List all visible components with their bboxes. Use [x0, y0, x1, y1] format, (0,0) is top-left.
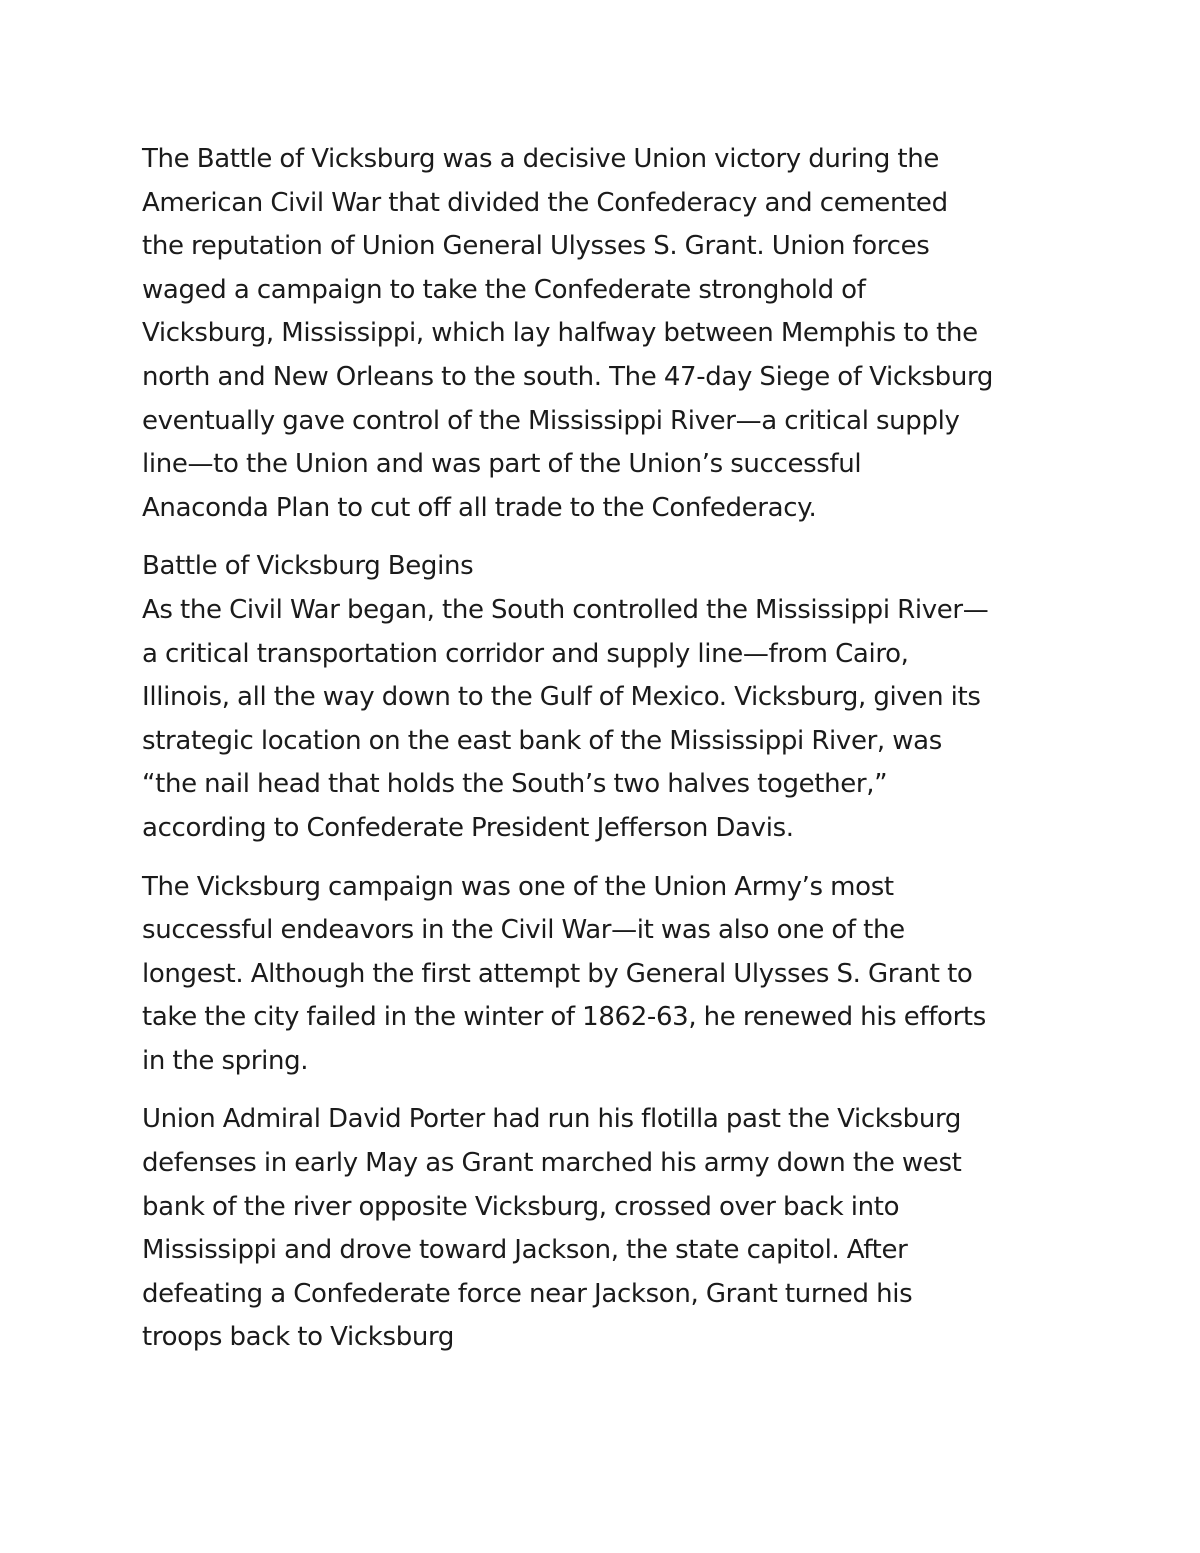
- text-line: waged a campaign to take the Confederate stronghold of: [142, 274, 866, 305]
- section-heading: Battle of Vicksburg Begins: [142, 551, 474, 582]
- text-line: troops back to Vicksburg: [142, 1322, 455, 1353]
- text-line: American Civil War that divided the Confederacy and cemented: [142, 187, 948, 218]
- paragraph-spacer: [142, 1083, 1082, 1098]
- text-line: “the nail head that holds the South’s two halves together,”: [142, 769, 888, 800]
- paragraph-spacer: [142, 530, 1082, 545]
- text-line: bank of the river opposite Vicksburg, crossed over back into: [142, 1191, 900, 1222]
- text-line: The Battle of Vicksburg was a decisive Union victory during the: [142, 144, 940, 174]
- begins-paragraph: [142, 589, 1082, 851]
- intro-paragraph: [142, 138, 1082, 530]
- text-line: according to Confederate President Jefferson Davis.: [142, 812, 794, 843]
- text-line: in the spring.: [142, 1045, 309, 1076]
- text-line: Vicksburg, Mississippi, which lay halfway between Memphis to the: [142, 318, 978, 349]
- text-line: north and New Orleans to the south. The 47-day Siege of Vicksburg: [142, 361, 993, 392]
- text-line: eventually gave control of the Mississippi River—a critical supply: [142, 405, 960, 436]
- text-line: defenses in early May as Grant marched his army down the west: [142, 1148, 962, 1179]
- text-line: strategic location on the east bank of the Mississippi River, was: [142, 725, 942, 756]
- text-line: the reputation of Union General Ulysses S. Grant. Union forces: [142, 231, 930, 262]
- text-line: As the Civil War began, the South controlled the Mississippi River—: [142, 594, 989, 625]
- document-body: [142, 138, 1082, 1360]
- campaign-paragraph: [142, 866, 1082, 1084]
- text-line: take the city failed in the winter of 1862-63, he renewed his efforts: [142, 1002, 986, 1033]
- text-line: Mississippi and drove toward Jackson, the state capitol. After: [142, 1235, 908, 1266]
- text-line: defeating a Confederate force near Jackson, Grant turned his: [142, 1278, 913, 1309]
- paragraph-spacer: [142, 851, 1082, 866]
- text-line: The Vicksburg campaign was one of the Union Army’s most: [142, 871, 894, 902]
- text-line: Illinois, all the way down to the Gulf of Mexico. Vicksburg, given its: [142, 682, 981, 713]
- text-line: Anaconda Plan to cut off all trade to the Confederacy.: [142, 492, 817, 523]
- text-line: successful endeavors in the Civil War—it was also one of the: [142, 915, 905, 946]
- text-line: a critical transportation corridor and supply line—from Cairo,: [142, 638, 909, 669]
- text-line: line—to the Union and was part of the Union’s successful: [142, 449, 862, 480]
- porter-paragraph: [142, 1098, 1082, 1360]
- text-line: longest. Although the first attempt by General Ulysses S. Grant to: [142, 958, 973, 989]
- text-line: Union Admiral David Porter had run his flotilla past the Vicksburg: [142, 1104, 961, 1135]
